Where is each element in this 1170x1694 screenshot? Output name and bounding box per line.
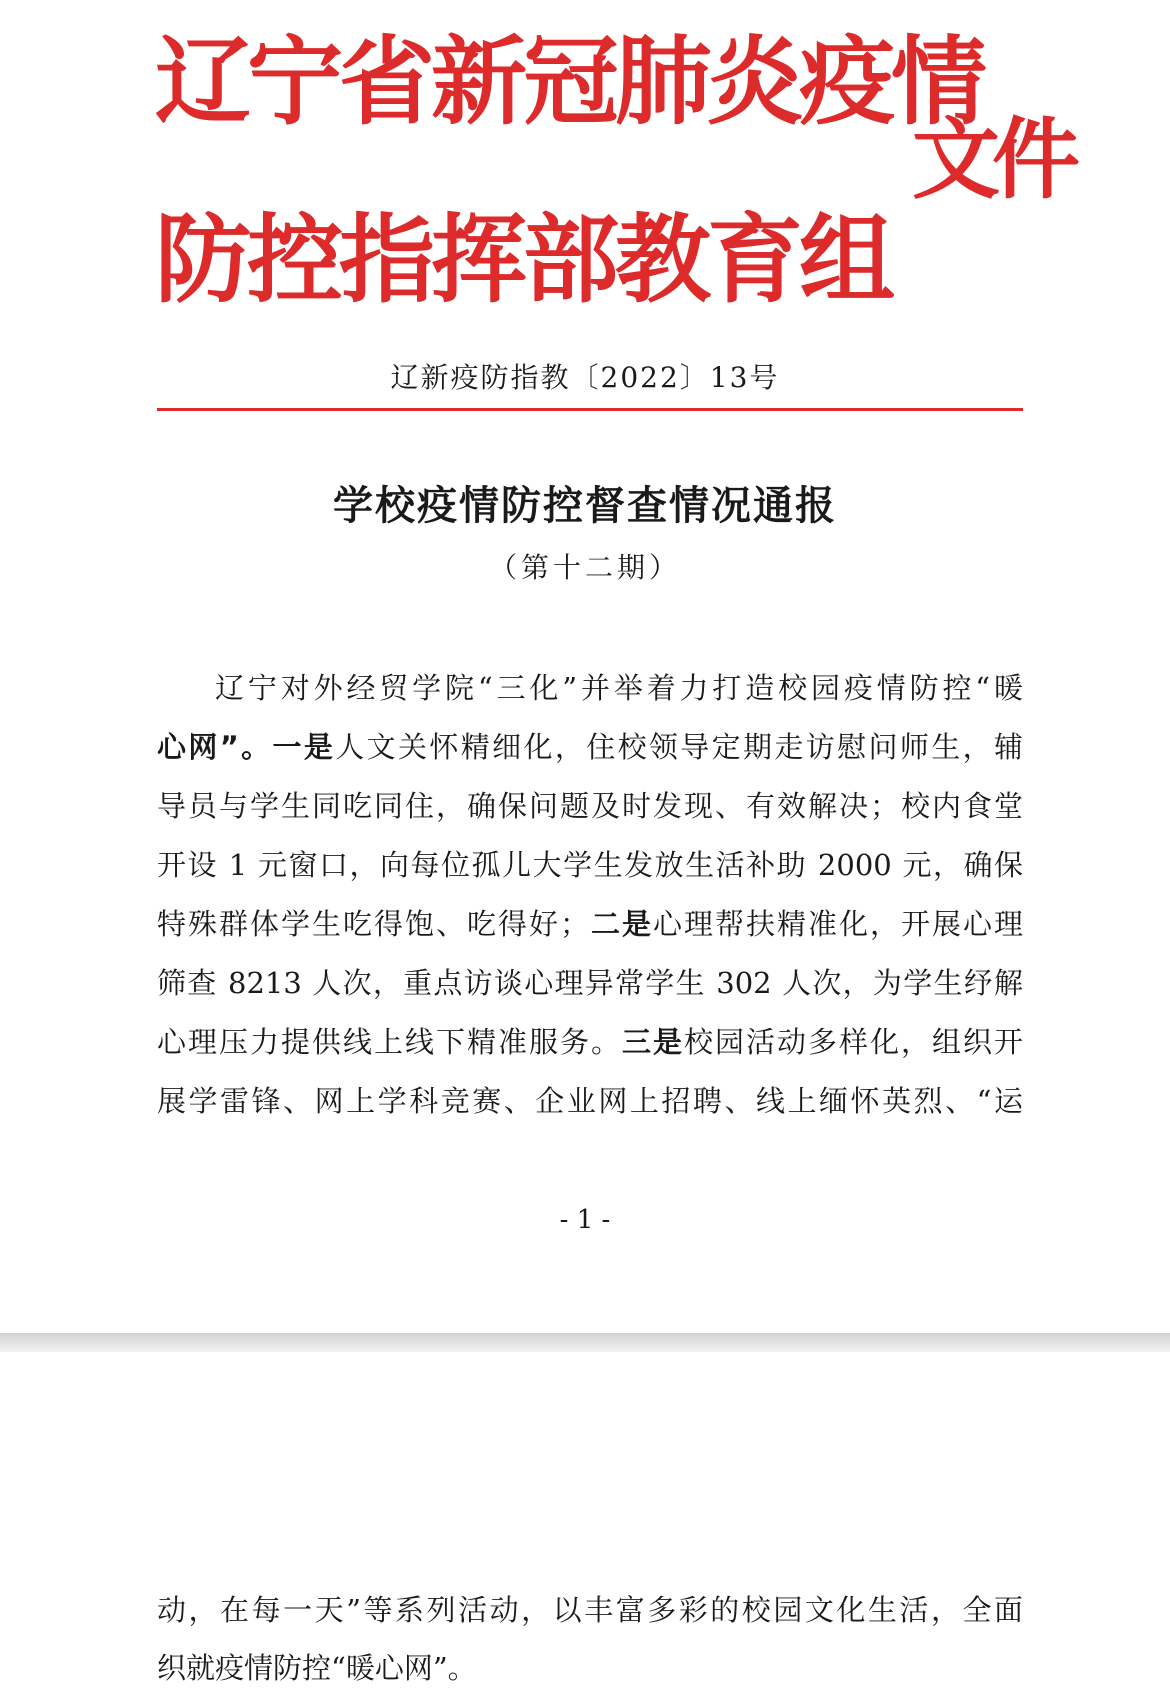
page-separator xyxy=(0,1333,1170,1352)
red-header-wenjian: 文件 xyxy=(912,108,1073,211)
body-line: 织就疫情防控“暖心网”。 xyxy=(157,1651,477,1685)
red-header-line-2: 防控指挥部教育组 xyxy=(155,204,891,316)
report-issue: （第十二期） xyxy=(488,551,681,584)
body-line: 筛查 8213 人次，重点访谈心理异常学生 302 人次，为学生纾解 xyxy=(157,966,1023,1000)
document-number: 辽新疫防指教〔2022〕13号 xyxy=(390,361,780,394)
body-line: 辽宁对外经贸学院“三化”并举着力打造校园疫情防控“暖 xyxy=(215,671,1023,705)
document-page-2 xyxy=(0,1352,1170,1694)
body-text: 心网”。 xyxy=(157,730,273,764)
report-title: 学校疫情防控督查情况通报 xyxy=(333,482,837,529)
body-text: 特殊群体学生吃得饱、吃得好； xyxy=(157,907,589,941)
body-line: 展学雷锋、网上学科竞赛、企业网上招聘、线上缅怀英烈、“运 xyxy=(157,1084,1023,1118)
red-header-line-1: 辽宁省新冠肺炎疫情 xyxy=(155,26,983,138)
red-divider-line xyxy=(157,408,1023,411)
body-line xyxy=(157,727,1023,767)
body-line: 导员与学生同吃同住，确保问题及时发现、有效解决；校内食堂 xyxy=(157,789,1023,823)
body-line: 开设 1 元窗口，向每位孤儿大学生发放生活补助 2000 元，确保 xyxy=(157,848,1023,882)
key-point-label: 二是 xyxy=(588,907,653,941)
page-number: - 1 - xyxy=(559,1205,611,1235)
key-point-label: 三是 xyxy=(621,1025,684,1059)
body-text: 人文关怀精细化，住校领导定期走访慰问师生，辅 xyxy=(335,730,1023,764)
body-text: 心理压力提供线上线下精准服务。 xyxy=(157,1025,622,1059)
body-line: 动，在每一天”等系列活动，以丰富多彩的校园文化生活，全面 xyxy=(157,1593,1023,1627)
body-text: 校园活动多样化，组织开 xyxy=(683,1025,1023,1059)
body-text: 心理帮扶精准化，开展心理 xyxy=(652,907,1023,941)
body-line xyxy=(157,904,1023,944)
body-line xyxy=(157,1022,1023,1062)
key-point-label: 一是 xyxy=(272,730,336,764)
